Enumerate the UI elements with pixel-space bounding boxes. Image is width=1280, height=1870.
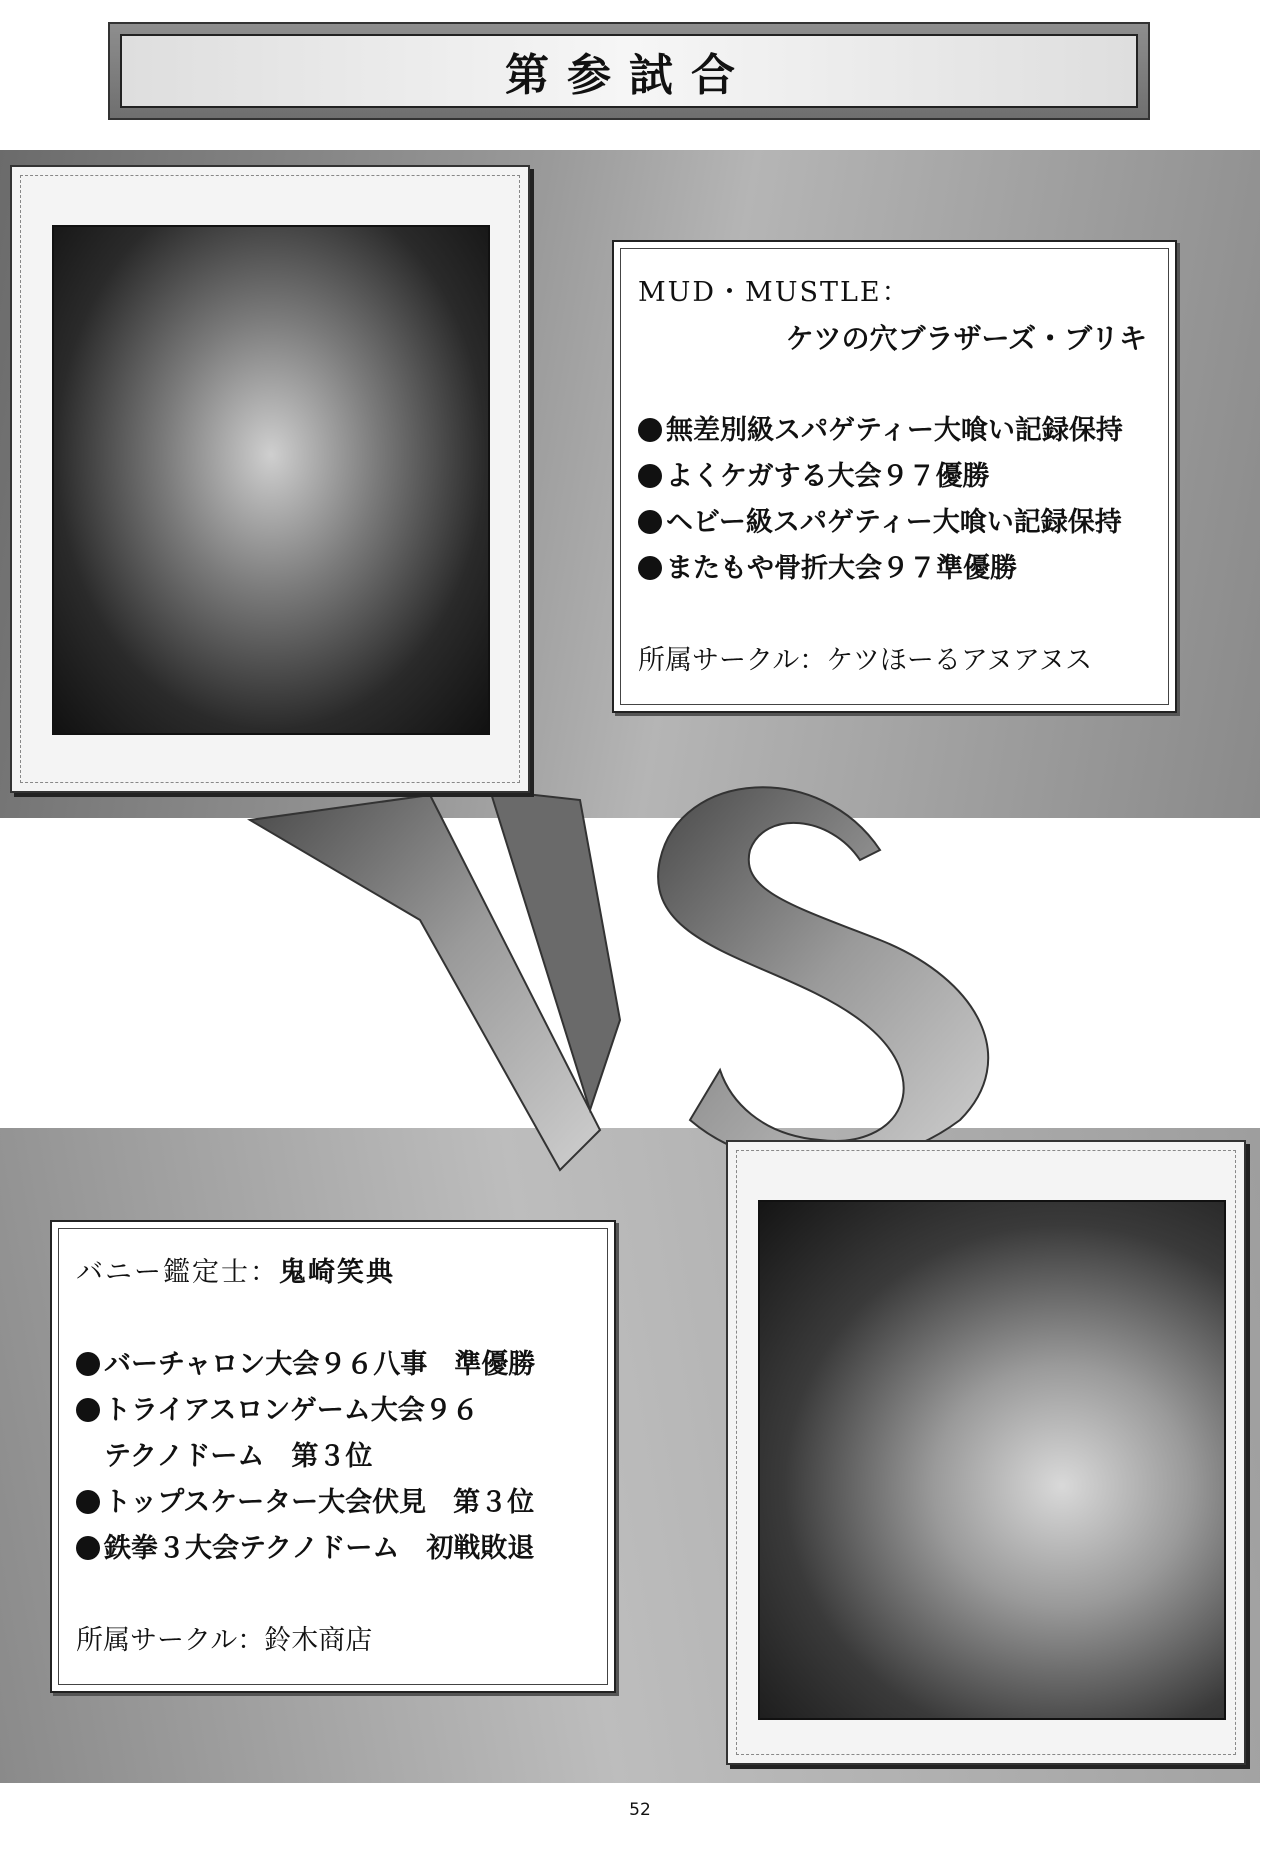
bottom-fighter-name-line: [76, 1250, 590, 1296]
bottom-fighter-name-prefix: バニー鑑定士：: [76, 1257, 279, 1288]
top-fighter-name: ケツの穴ブラザーズ・ブリキ: [785, 322, 1147, 355]
bottom-fighter-circle: 所属サークル：鈴木商店: [76, 1625, 373, 1656]
bullet-icon: [638, 418, 662, 442]
record-item: バーチャロン大会９６八事 準優勝: [76, 1342, 590, 1388]
bottom-photo-frame: [726, 1140, 1246, 1765]
record-item: よくケガする大会９７優勝: [638, 454, 1151, 500]
top-fighter-photo: [52, 225, 490, 735]
vs-letter-s: [658, 787, 988, 1165]
bullet-icon: [76, 1536, 100, 1560]
record-item: 無差別級スパゲティー大喰い記録保持: [638, 408, 1151, 454]
bottom-fighter-photo: [758, 1200, 1226, 1720]
top-photo-frame: [10, 165, 530, 793]
top-fighter-name-prefix: MUD・MUSTLE：: [638, 277, 911, 308]
record-item: トライアスロンゲーム大会９６ テクノドーム 第３位: [76, 1388, 590, 1480]
page-number: 52: [629, 1800, 651, 1820]
top-fighter-circle: 所属サークル：ケツほーるアヌアヌス: [638, 645, 1093, 676]
record-item: またもや骨折大会９７準優勝: [638, 546, 1151, 592]
bullet-icon: [76, 1352, 100, 1376]
bottom-fighter-records: [76, 1342, 590, 1572]
top-fighter-info: [612, 240, 1177, 713]
record-item: ヘビー級スパゲティー大喰い記録保持: [638, 500, 1151, 546]
record-item: 鉄拳３大会テクノドーム 初戦敗退: [76, 1526, 590, 1572]
record-item: トップスケーター大会伏見 第３位: [76, 1480, 590, 1526]
bullet-icon: [76, 1490, 100, 1514]
top-fighter-records: [638, 408, 1151, 592]
page-title: 第参試合: [505, 50, 753, 101]
bullet-icon: [638, 556, 662, 580]
bottom-fighter-info: [50, 1220, 616, 1693]
bullet-icon: [638, 464, 662, 488]
bottom-fighter-name: 鬼崎笑典: [279, 1257, 395, 1288]
bullet-icon: [638, 510, 662, 534]
bullet-icon: [76, 1398, 100, 1422]
